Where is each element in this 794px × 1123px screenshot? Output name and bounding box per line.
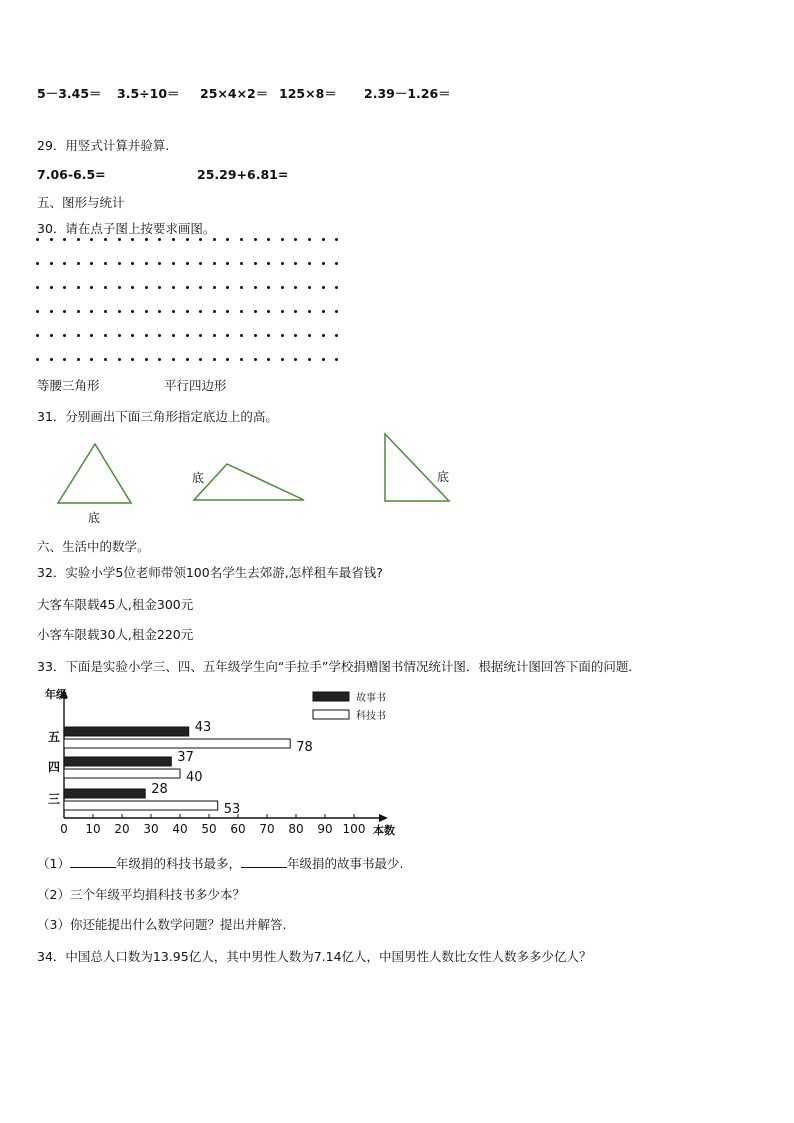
- q33-answer-blank-2[interactable]: [241, 855, 287, 868]
- grid-dot[interactable]: [322, 358, 325, 361]
- grid-dot[interactable]: [36, 262, 39, 265]
- grid-dot[interactable]: [50, 334, 53, 337]
- grid-dot[interactable]: [267, 238, 270, 241]
- grid-dot[interactable]: [254, 358, 257, 361]
- grid-dot[interactable]: [50, 238, 53, 241]
- grid-dot[interactable]: [145, 262, 148, 265]
- grid-dot[interactable]: [145, 358, 148, 361]
- grid-dot[interactable]: [118, 334, 121, 337]
- grid-dot[interactable]: [308, 358, 311, 361]
- grid-dot[interactable]: [118, 238, 121, 241]
- grid-dot[interactable]: [63, 310, 66, 313]
- bar-value-label: 78: [296, 740, 313, 755]
- grid-dot[interactable]: [172, 286, 175, 289]
- grid-dot[interactable]: [77, 286, 80, 289]
- bar-story: [64, 757, 171, 766]
- grid-dot[interactable]: [213, 238, 216, 241]
- q32-line-1: 大客车限载45人,租金300元: [37, 597, 194, 612]
- grid-dot[interactable]: [36, 238, 39, 241]
- grid-dot[interactable]: [186, 358, 189, 361]
- bar-value-label: 40: [186, 770, 203, 785]
- x-tick-label: 60: [230, 822, 246, 836]
- grid-dot[interactable]: [308, 286, 311, 289]
- book-donation-chart: [30, 685, 430, 845]
- q30-title: 30．请在点子图上按要求画图。: [37, 221, 216, 236]
- grid-dot[interactable]: [104, 286, 107, 289]
- q31-title: 31．分别画出下面三角形指定底边上的高。: [37, 409, 278, 424]
- grid-dot[interactable]: [226, 310, 229, 313]
- y-axis-title: 年级: [45, 688, 67, 701]
- grid-dot[interactable]: [335, 286, 338, 289]
- grid-dot[interactable]: [145, 334, 148, 337]
- grid-dot[interactable]: [50, 286, 53, 289]
- q33-sub3: （3）你还能提出什么数学问题？提出并解答.: [37, 917, 287, 932]
- q32-title: 32．实验小学5位老师带领100名学生去郊游,怎样租车最省钱?: [37, 565, 383, 580]
- grid-dot[interactable]: [322, 286, 325, 289]
- grid-dot[interactable]: [294, 238, 297, 241]
- grid-dot[interactable]: [118, 262, 121, 265]
- grid-dot[interactable]: [63, 262, 66, 265]
- x-axis-arrow: [379, 814, 388, 822]
- x-tick-label: 0: [60, 822, 68, 836]
- q33-sub1: [37, 854, 403, 872]
- calc-item-1: 5－3.45＝: [37, 86, 102, 101]
- section-6-heading: 六、生活中的数学。: [37, 539, 150, 554]
- grid-dot[interactable]: [36, 358, 39, 361]
- grid-dot[interactable]: [36, 310, 39, 313]
- triangle-2: [194, 464, 304, 500]
- q29-item-1: 7.06-6.5=: [37, 167, 106, 182]
- bar-value-label: 28: [151, 782, 168, 797]
- grid-dot[interactable]: [131, 334, 134, 337]
- triangle-3-shape: [385, 434, 449, 501]
- grid-dot[interactable]: [90, 286, 93, 289]
- grid-dot[interactable]: [308, 310, 311, 313]
- x-tick-label: 80: [288, 822, 304, 836]
- bar-story: [64, 789, 145, 798]
- x-tick-label: 10: [85, 822, 101, 836]
- q33-sub1-end: 年级捐的故事书最少.: [286, 856, 404, 871]
- grid-dot[interactable]: [186, 238, 189, 241]
- grid-dot[interactable]: [90, 238, 93, 241]
- grid-dot[interactable]: [158, 358, 161, 361]
- bar-story: [64, 727, 189, 736]
- grid-dot[interactable]: [90, 334, 93, 337]
- grid-dot[interactable]: [158, 238, 161, 241]
- grid-dot[interactable]: [267, 286, 270, 289]
- grid-dot[interactable]: [104, 358, 107, 361]
- q33-title: 33．下面是实验小学三、四、五年级学生向“手拉手”学校捐赠图书情况统计图．根据统计图回答下面的问题．: [37, 659, 641, 674]
- legend-swatch-science: [313, 710, 349, 719]
- triangle-1-shape: [58, 444, 131, 503]
- grid-dot[interactable]: [294, 358, 297, 361]
- triangle-1: [58, 444, 131, 503]
- grid-dot[interactable]: [104, 334, 107, 337]
- x-tick-label: 70: [259, 822, 275, 836]
- grid-dot[interactable]: [63, 334, 66, 337]
- grid-dot[interactable]: [254, 310, 257, 313]
- grid-dot[interactable]: [322, 262, 325, 265]
- grid-dot[interactable]: [213, 358, 216, 361]
- grid-dot[interactable]: [322, 334, 325, 337]
- grid-dot[interactable]: [226, 358, 229, 361]
- grid-dot[interactable]: [131, 238, 134, 241]
- grid-dot[interactable]: [213, 286, 216, 289]
- x-axis-title: 本数: [373, 824, 395, 837]
- x-tick-label: 90: [317, 822, 333, 836]
- grid-dot[interactable]: [158, 334, 161, 337]
- grid-dot[interactable]: [267, 262, 270, 265]
- legend-swatch-story: [313, 692, 349, 701]
- grid-dot[interactable]: [267, 310, 270, 313]
- grid-dot[interactable]: [104, 310, 107, 313]
- calc-item-5: 2.39－1.26＝: [364, 86, 451, 101]
- grid-dot[interactable]: [240, 238, 243, 241]
- grid-dot[interactable]: [226, 238, 229, 241]
- grid-dot[interactable]: [63, 238, 66, 241]
- grid-dot[interactable]: [213, 262, 216, 265]
- calc-item-2: 3.5÷10＝: [117, 86, 180, 101]
- q32-line-2: 小客车限载30人,租金220元: [37, 627, 194, 642]
- grid-dot[interactable]: [118, 286, 121, 289]
- x-tick-label: 100: [342, 822, 366, 836]
- q33-sub1-prefix: （1）: [37, 856, 70, 871]
- grid-dot[interactable]: [308, 262, 311, 265]
- triangle-1-base-label: 底: [88, 511, 101, 525]
- q33-sub1-mid: 年级捐的科技书最多，: [115, 856, 241, 871]
- grid-dot[interactable]: [254, 334, 257, 337]
- grid-dot[interactable]: [199, 286, 202, 289]
- bar-science: [64, 769, 180, 778]
- grid-dot[interactable]: [90, 262, 93, 265]
- grid-dot[interactable]: [63, 358, 66, 361]
- category-label: 五: [47, 730, 61, 744]
- grid-dot[interactable]: [118, 310, 121, 313]
- grid-dot[interactable]: [335, 310, 338, 313]
- q34-title: 34．中国总人口数为13.95亿人，其中男性人数为7.14亿人，中国男性人数比女性人数多多少亿人？: [37, 949, 592, 964]
- grid-dot[interactable]: [240, 310, 243, 313]
- grid-dot[interactable]: [335, 358, 338, 361]
- grid-dot[interactable]: [199, 358, 202, 361]
- grid-dot[interactable]: [308, 334, 311, 337]
- grid-dot[interactable]: [50, 262, 53, 265]
- grid-dot[interactable]: [172, 310, 175, 313]
- grid-dot[interactable]: [254, 238, 257, 241]
- grid-dot[interactable]: [77, 310, 80, 313]
- calc-item-4: 125×8＝: [279, 86, 337, 101]
- x-tick-label: 50: [201, 822, 217, 836]
- grid-dot[interactable]: [50, 358, 53, 361]
- grid-dot[interactable]: [335, 334, 338, 337]
- grid-dot[interactable]: [186, 286, 189, 289]
- legend-label-story: 故事书: [356, 693, 386, 704]
- grid-dot[interactable]: [322, 310, 325, 313]
- grid-dot[interactable]: [281, 334, 284, 337]
- grid-dot[interactable]: [281, 262, 284, 265]
- grid-dot[interactable]: [213, 310, 216, 313]
- grid-dot[interactable]: [50, 310, 53, 313]
- grid-dot[interactable]: [240, 262, 243, 265]
- grid-dot[interactable]: [322, 238, 325, 241]
- grid-dot[interactable]: [335, 262, 338, 265]
- grid-dot[interactable]: [118, 358, 121, 361]
- grid-dot[interactable]: [281, 358, 284, 361]
- q29-title: 29．用竖式计算并验算.: [37, 138, 170, 153]
- x-tick-label: 20: [114, 822, 130, 836]
- grid-dot[interactable]: [158, 286, 161, 289]
- grid-dot[interactable]: [36, 334, 39, 337]
- grid-dot[interactable]: [240, 334, 243, 337]
- category-label: 三: [47, 792, 61, 806]
- grid-dot[interactable]: [172, 334, 175, 337]
- triangle-2-shape: [194, 464, 304, 500]
- bar-value-label: 53: [223, 802, 241, 817]
- grid-dot[interactable]: [131, 358, 134, 361]
- grid-dot[interactable]: [294, 334, 297, 337]
- bar-value-label: 43: [194, 720, 212, 735]
- grid-dot[interactable]: [158, 310, 161, 313]
- section-5-heading: 五、图形与统计: [37, 195, 125, 210]
- bar-science: [64, 801, 218, 810]
- grid-dot[interactable]: [145, 238, 148, 241]
- grid-dot[interactable]: [186, 310, 189, 313]
- grid-dot[interactable]: [36, 286, 39, 289]
- grid-dot[interactable]: [77, 238, 80, 241]
- q29-item-2: 25.29+6.81=: [197, 167, 289, 182]
- grid-dot[interactable]: [281, 310, 284, 313]
- x-tick-label: 40: [172, 822, 188, 836]
- grid-dot[interactable]: [199, 334, 202, 337]
- q33-sub2: （2）三个年级平均捐科技书多少本？: [37, 887, 245, 902]
- grid-dot[interactable]: [254, 262, 257, 265]
- grid-dot[interactable]: [294, 310, 297, 313]
- grid-dot[interactable]: [308, 238, 311, 241]
- grid-dot[interactable]: [199, 310, 202, 313]
- grid-dot[interactable]: [294, 286, 297, 289]
- grid-dot[interactable]: [335, 238, 338, 241]
- grid-dot[interactable]: [226, 334, 229, 337]
- triangle-3: [385, 434, 449, 501]
- grid-dot[interactable]: [186, 262, 189, 265]
- dot-grid[interactable]: [36, 238, 349, 382]
- grid-dot[interactable]: [131, 310, 134, 313]
- grid-dot[interactable]: [254, 286, 257, 289]
- grid-dot[interactable]: [158, 262, 161, 265]
- grid-dot[interactable]: [77, 334, 80, 337]
- grid-dot[interactable]: [199, 238, 202, 241]
- bar-value-label: 37: [177, 750, 194, 765]
- grid-dot[interactable]: [226, 286, 229, 289]
- legend-label-science: 科技书: [356, 711, 386, 722]
- grid-dot[interactable]: [90, 358, 93, 361]
- grid-dot[interactable]: [104, 238, 107, 241]
- grid-dot[interactable]: [281, 238, 284, 241]
- grid-dot[interactable]: [267, 334, 270, 337]
- grid-dot[interactable]: [240, 358, 243, 361]
- grid-dot[interactable]: [294, 262, 297, 265]
- grid-dot[interactable]: [240, 286, 243, 289]
- grid-dot[interactable]: [172, 238, 175, 241]
- grid-dot[interactable]: [77, 358, 80, 361]
- grid-dot[interactable]: [90, 310, 93, 313]
- grid-dot[interactable]: [145, 286, 148, 289]
- grid-dot[interactable]: [131, 286, 134, 289]
- grid-dot[interactable]: [281, 286, 284, 289]
- q33-answer-blank-1[interactable]: [70, 855, 116, 868]
- grid-dot[interactable]: [104, 262, 107, 265]
- category-label: 四: [47, 760, 61, 774]
- grid-dot[interactable]: [131, 262, 134, 265]
- q30-label-isosceles: 等腰三角形: [37, 378, 100, 393]
- grid-dot[interactable]: [186, 334, 189, 337]
- q30-label-parallelogram: 平行四边形: [164, 378, 227, 393]
- x-tick-label: 30: [143, 822, 159, 836]
- grid-dot[interactable]: [267, 358, 270, 361]
- triangle-2-base-label: 底: [192, 471, 205, 485]
- grid-dot[interactable]: [213, 334, 216, 337]
- grid-dot[interactable]: [199, 262, 202, 265]
- q31-triangles: [0, 425, 794, 530]
- grid-dot[interactable]: [77, 262, 80, 265]
- grid-dot[interactable]: [226, 262, 229, 265]
- grid-dot[interactable]: [172, 262, 175, 265]
- grid-dot[interactable]: [172, 358, 175, 361]
- grid-dot[interactable]: [63, 286, 66, 289]
- triangle-3-base-label: 底: [437, 470, 450, 484]
- bar-science: [64, 739, 290, 748]
- grid-dot[interactable]: [145, 310, 148, 313]
- calc-item-3: 25×4×2＝: [200, 86, 269, 101]
